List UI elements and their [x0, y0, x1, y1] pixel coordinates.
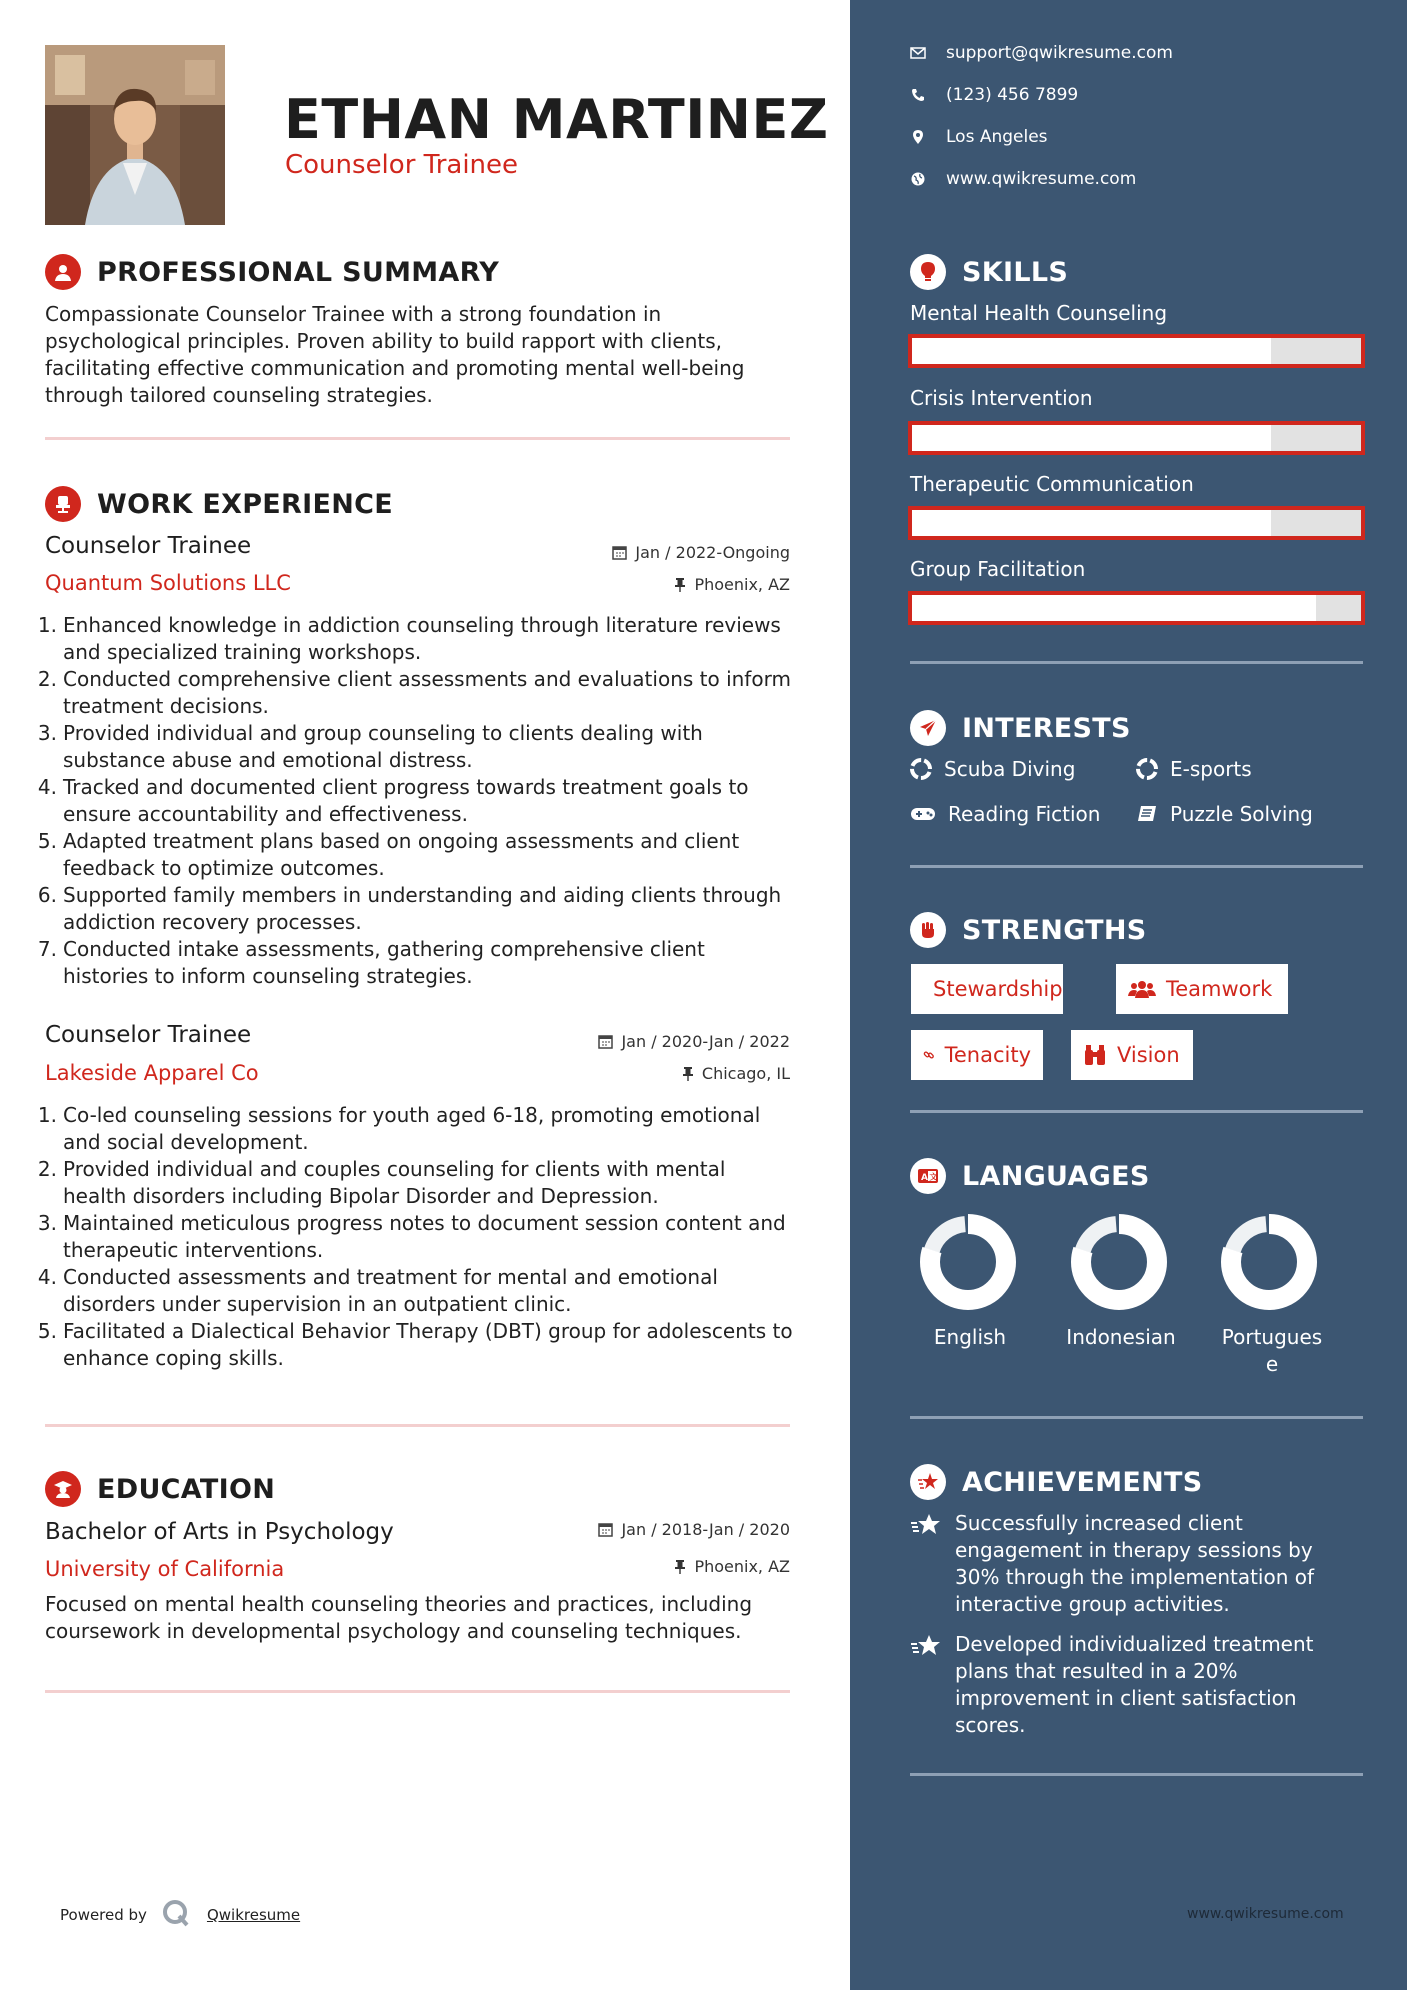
- education-heading: [45, 1469, 275, 1509]
- job-company: Lakeside Apparel Co: [45, 1061, 259, 1085]
- skill-bar-fill: [912, 510, 1271, 536]
- list-item: 6. Supported family members in understanding and aiding clients through addiction recovery processes.: [37, 883, 782, 934]
- book-icon: [1136, 804, 1158, 824]
- contact-phone-text: (123) 456 7899: [946, 85, 1079, 105]
- language-label: Portugues e: [1221, 1325, 1323, 1376]
- skill-label: Group Facilitation: [910, 557, 1086, 581]
- graduate-icon: [45, 1471, 81, 1507]
- divider: [45, 1690, 790, 1693]
- globe-icon: [910, 172, 926, 186]
- experience-title: WORK EXPERIENCE: [97, 488, 393, 520]
- skill-label: Crisis Intervention: [910, 386, 1093, 410]
- interests-heading: [910, 708, 1131, 748]
- list-item: 3. Provided individual and group counseling to clients dealing with substance abuse and emotional distress.: [37, 721, 703, 772]
- skill-bar: [908, 591, 1365, 625]
- achievement-text: Successfully increased client engagement in therapy sessions by 30% through the implementation of interactive group activities.: [955, 1511, 1315, 1616]
- paper-plane-icon: [910, 710, 946, 746]
- list-item: 4. Tracked and documented client progress towards treatment goals to ensure accountability and effectiveness.: [37, 775, 749, 826]
- fist-icon: [910, 912, 946, 948]
- star-burst-icon: [910, 1464, 946, 1500]
- job-location: [682, 1064, 790, 1083]
- interest-item: Reading Fiction: [910, 802, 1100, 826]
- summary-title: PROFESSIONAL SUMMARY: [97, 256, 500, 288]
- strength-badge: Stewardship: [911, 964, 1063, 1014]
- language-ring-chart: [1067, 1210, 1171, 1314]
- degree-title: Bachelor of Arts in Psychology: [45, 1519, 394, 1545]
- contact-email-text: support@qwikresume.com: [946, 43, 1173, 63]
- star-burst-icon: [910, 1631, 955, 1739]
- candidate-title: Counselor Trainee: [285, 150, 519, 180]
- users-icon: [1128, 979, 1156, 999]
- binoculars-icon: [1083, 1044, 1107, 1066]
- languages-heading: [910, 1156, 1150, 1196]
- qwikresume-logo-icon: [161, 1898, 191, 1932]
- strength-badge: Tenacity: [911, 1030, 1043, 1080]
- contact-location-text: Los Angeles: [946, 127, 1048, 147]
- list-item: 2. Conducted comprehensive client assessments and evaluations to inform treatment decisions.: [37, 667, 791, 718]
- profile-photo: [45, 45, 225, 225]
- calendar-icon: [598, 1034, 613, 1049]
- education-title: EDUCATION: [97, 1473, 276, 1505]
- interest-item: Puzzle Solving: [1136, 802, 1313, 826]
- powered-by: [60, 1898, 300, 1932]
- pin-icon: [682, 1066, 694, 1081]
- calendar-icon: [612, 545, 627, 560]
- summary-heading: [45, 252, 499, 292]
- contact-website[interactable]: [910, 169, 1136, 189]
- skills-heading: [910, 252, 1068, 292]
- strength-badge: Vision: [1071, 1030, 1193, 1080]
- lightbulb-icon: [910, 254, 946, 290]
- contact-location: [910, 127, 1048, 147]
- calendar-icon: [598, 1522, 613, 1537]
- language-label: Indonesian: [1066, 1325, 1176, 1349]
- job-company: Quantum Solutions LLC: [45, 571, 291, 595]
- interests-title: INTERESTS: [962, 712, 1131, 744]
- skill-bar: [908, 506, 1365, 540]
- phone-icon: [910, 88, 926, 102]
- experience-heading: [45, 484, 393, 524]
- gamepad-icon: [910, 805, 936, 823]
- divider: [910, 661, 1363, 664]
- education-text: Focused on mental health counseling theories and practices, including coursework in developmental psychology and counseling techniques.: [45, 1592, 753, 1643]
- skill-bar-fill: [912, 338, 1271, 364]
- map-pin-icon: [910, 130, 926, 144]
- list-item: 1. Enhanced knowledge in addiction counseling through literature reviews and specialized training workshops.: [37, 613, 781, 664]
- language-ring-chart: [1217, 1210, 1321, 1314]
- job-date: [612, 543, 790, 562]
- job-date-text: Jan / 2020-Jan / 2022: [621, 1032, 790, 1051]
- divider: [45, 1424, 790, 1427]
- link-icon: [923, 1044, 935, 1066]
- candidate-name: ETHAN MARTINEZ: [284, 88, 829, 151]
- achievement-item: [910, 1631, 1360, 1739]
- strength-badge: Teamwork: [1116, 964, 1288, 1014]
- job-location-text: Phoenix, AZ: [694, 575, 790, 594]
- job-bullets: [35, 1102, 795, 1372]
- skills-title: SKILLS: [962, 256, 1069, 288]
- list-item: 5. Adapted treatment plans based on ongoing assessments and client feedback to optimize outcomes.: [37, 829, 740, 880]
- contact-phone[interactable]: [910, 85, 1078, 105]
- language-ring: [1054, 1210, 1184, 1318]
- interest-item: E-sports: [1136, 757, 1252, 781]
- education-date-text: Jan / 2018-Jan / 2020: [621, 1520, 790, 1539]
- divider: [910, 1416, 1363, 1419]
- contact-email[interactable]: [910, 43, 1173, 63]
- education-location: [674, 1557, 790, 1576]
- lifebuoy-icon: [910, 758, 932, 780]
- list-item: 7. Conducted intake assessments, gathering comprehensive client histories to inform counseling strategies.: [37, 937, 705, 988]
- qwikresume-link[interactable]: Qwikresume: [206, 1906, 301, 1924]
- list-item: 2. Provided individual and couples counseling for clients with mental health disorders including Bipolar Disorder and Depression.: [37, 1157, 726, 1208]
- summary-text: Compassionate Counselor Trainee with a strong foundation in psychological principles. Proven ability to build rapport with clients, facilitating effective communication and promoting mental well-being through tailored counseling strategies.: [45, 302, 745, 407]
- achievements-title: ACHIEVEMENTS: [962, 1466, 1203, 1498]
- achievements-heading: [910, 1462, 1203, 1502]
- powered-by-label: Powered by: [60, 1906, 147, 1924]
- pin-icon: [674, 1559, 686, 1574]
- job-date: [598, 1032, 790, 1051]
- skill-bar: [908, 421, 1365, 455]
- pin-icon: [674, 577, 686, 592]
- list-item: 3. Maintained meticulous progress notes to document session content and therapeutic interventions.: [37, 1211, 786, 1262]
- language-ring: [1204, 1210, 1334, 1318]
- achievement-item: [910, 1510, 1360, 1618]
- language-ring: [903, 1210, 1033, 1318]
- strengths-title: STRENGTHS: [962, 914, 1147, 946]
- divider: [910, 1110, 1363, 1113]
- contact-website-text: www.qwikresume.com: [946, 169, 1137, 189]
- footer-website[interactable]: www.qwikresume.com: [1187, 1906, 1344, 1922]
- skill-bar-fill: [912, 595, 1316, 621]
- job-title: Counselor Trainee: [45, 533, 252, 559]
- translate-icon: [910, 1158, 946, 1194]
- divider: [910, 865, 1363, 868]
- interest-item: Scuba Diving: [910, 757, 1075, 781]
- list-item: 5. Facilitated a Dialectical Behavior Therapy (DBT) group for adolescents to enhance coping skills.: [37, 1319, 793, 1370]
- achievement-text: Developed individualized treatment plans that resulted in a 20% improvement in client satisfaction scores.: [955, 1632, 1314, 1737]
- school-name: University of California: [45, 1557, 285, 1581]
- language-label: English: [933, 1325, 1007, 1349]
- skill-label: Mental Health Counseling: [910, 301, 1168, 325]
- lifebuoy-icon: [1136, 758, 1158, 780]
- skill-label: Therapeutic Communication: [910, 472, 1194, 496]
- job-title: Counselor Trainee: [45, 1022, 252, 1048]
- strengths-heading: [910, 910, 1147, 950]
- user-icon: [45, 254, 81, 290]
- svg-text:A: A: [921, 1173, 928, 1183]
- job-location: [674, 575, 790, 594]
- job-location-text: Chicago, IL: [701, 1064, 790, 1083]
- chair-icon: [45, 486, 81, 522]
- languages-title: LANGUAGES: [962, 1160, 1150, 1192]
- svg-text:文: 文: [929, 1172, 938, 1182]
- language-ring-chart: [916, 1210, 1020, 1314]
- divider: [45, 437, 790, 440]
- education-date: [598, 1520, 790, 1539]
- skill-bar: [908, 334, 1365, 368]
- envelope-icon: [910, 47, 926, 59]
- job-bullets: [35, 612, 795, 990]
- star-burst-icon: [910, 1510, 955, 1618]
- skill-bar-fill: [912, 425, 1271, 451]
- list-item: 1. Co-led counseling sessions for youth aged 6-18, promoting emotional and social development.: [37, 1103, 761, 1154]
- job-date-text: Jan / 2022-Ongoing: [635, 543, 790, 562]
- divider: [910, 1773, 1363, 1776]
- education-location-text: Phoenix, AZ: [694, 1557, 790, 1576]
- list-item: 4. Conducted assessments and treatment for mental and emotional disorders under supervision in an outpatient clinic.: [37, 1265, 718, 1316]
